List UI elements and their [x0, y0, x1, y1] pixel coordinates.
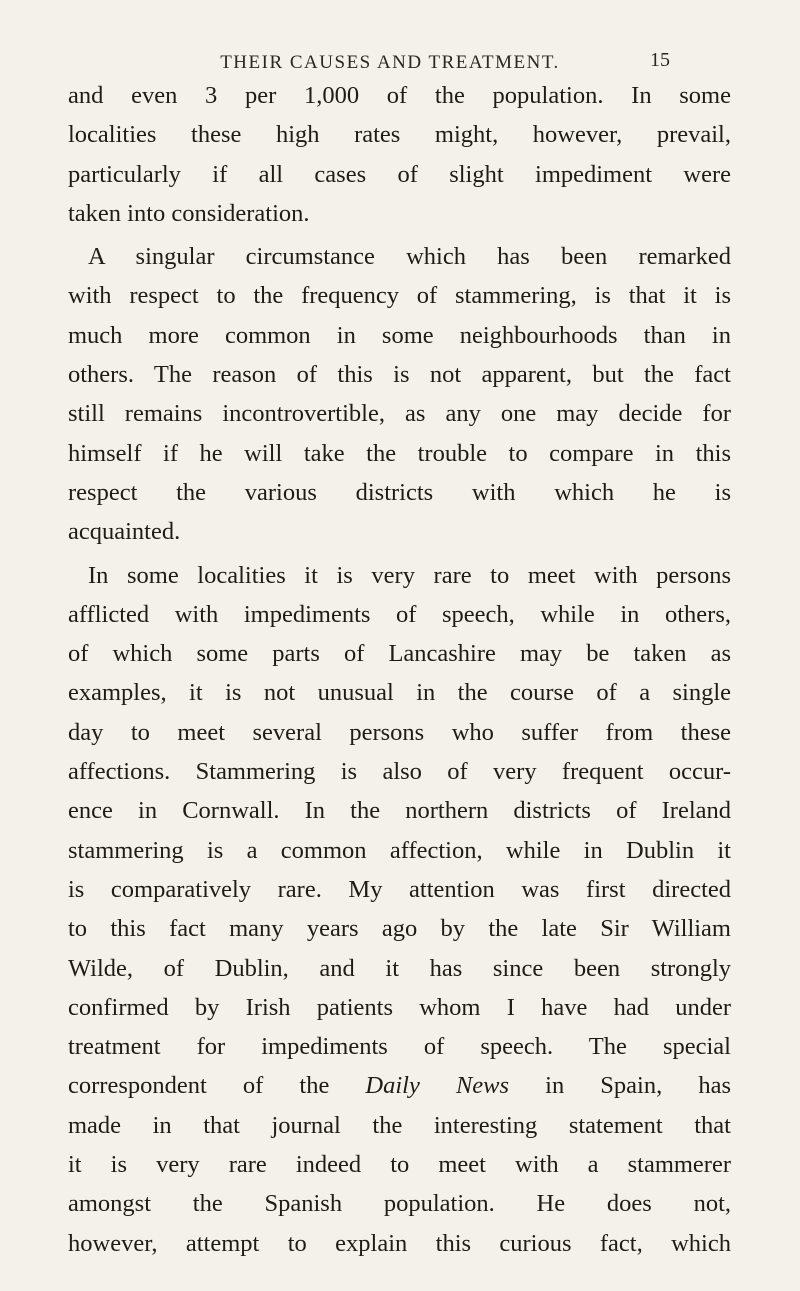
- text-line: still remains incontrovertible, as any one may decide for: [68, 400, 731, 428]
- text-line: localities these high rates might, however, prevail,: [68, 121, 731, 149]
- text-line: himself if he will take the trouble to compare in this: [68, 439, 731, 467]
- text-line: affections. Stammering is also of very frequent occur-: [68, 758, 731, 786]
- text-line: ence in Cornwall. In the northern districts of Ireland: [68, 797, 731, 825]
- text-line: of which some parts of Lancashire may be taken as: [68, 640, 731, 668]
- text-line: taken into consideration.: [68, 199, 310, 227]
- text-line: treatment for impediments of speech. The special: [68, 1033, 731, 1061]
- paragraph: [68, 556, 731, 1263]
- text-line: confirmed by Irish patients whom I have had under: [68, 993, 731, 1021]
- text-line: examples, it is not unusual in the course of a single: [68, 679, 731, 707]
- text-line: Wilde, of Dublin, and it has since been strongly: [68, 954, 731, 982]
- text-line-with-italic: [68, 1066, 731, 1105]
- text-line: others. The reason of this is not apparent, but the fact: [68, 361, 731, 389]
- text-line: afflicted with impediments of speech, while in others,: [68, 600, 731, 628]
- text-segment: correspondent of the: [68, 1072, 366, 1100]
- paragraph: [68, 76, 731, 233]
- body-text: [68, 76, 731, 1263]
- text-line: is comparatively rare. My attention was first directed: [68, 875, 731, 903]
- text-line: much more common in some neighbourhoods than in: [68, 321, 731, 349]
- page-number: 15: [650, 49, 670, 71]
- text-segment: in Spain, has: [509, 1072, 731, 1100]
- text-line: however, attempt to explain this curious fact, which: [68, 1229, 731, 1257]
- newspaper-title: Daily News: [365, 1072, 510, 1100]
- running-head: THEIR CAUSES AND TREATMENT.: [220, 52, 560, 73]
- text-line: In some localities it is very rare to meet with persons: [88, 561, 731, 589]
- text-line: and even 3 per 1,000 of the population. In some: [68, 82, 731, 109]
- text-line: stammering is a common affection, while in Dublin it: [68, 836, 731, 864]
- text-line: to this fact many years ago by the late Sir William: [68, 915, 731, 943]
- text-line: acquainted.: [68, 518, 181, 546]
- text-line: made in that journal the interesting statement that: [68, 1111, 731, 1139]
- text-line: A singular circumstance which has been remarked: [88, 243, 731, 271]
- paragraph: [68, 237, 731, 551]
- text-line: respect the various districts with which he is: [68, 478, 731, 506]
- text-line: amongst the Spanish population. He does not,: [68, 1190, 731, 1218]
- text-line: day to meet several persons who suffer from these: [68, 718, 731, 746]
- text-line: it is very rare indeed to meet with a stammerer: [68, 1151, 731, 1179]
- text-line: particularly if all cases of slight impediment were: [68, 160, 731, 188]
- text-line: with respect to the frequency of stammering, is that it is: [68, 282, 731, 310]
